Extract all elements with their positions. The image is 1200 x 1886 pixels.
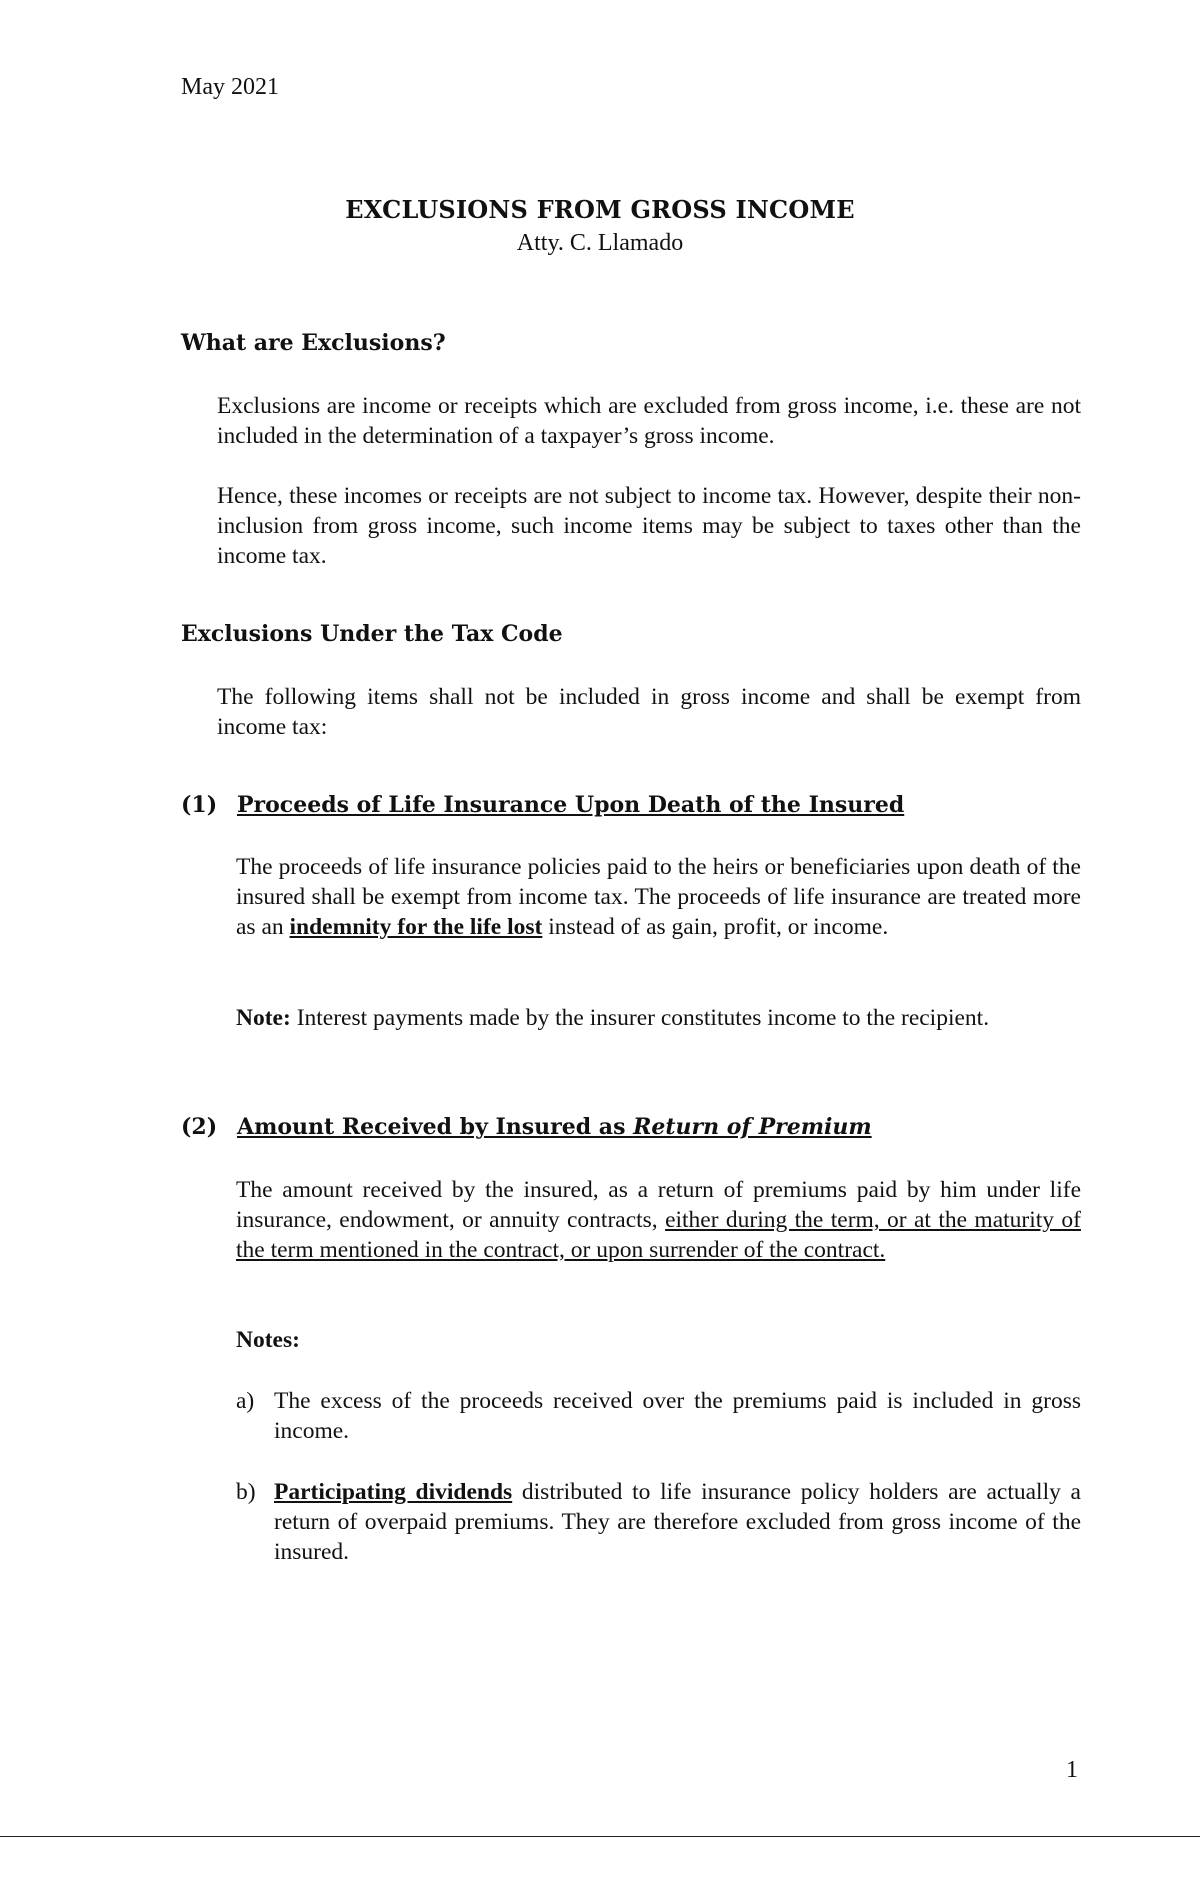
- note-label: Note:: [236, 1005, 291, 1031]
- text-proceeds-after: instead of as gain, profit, or income.: [542, 914, 889, 940]
- heading-what-are-exclusions: What are Exclusions?: [181, 330, 446, 356]
- section-heading-1: [181, 792, 904, 818]
- paragraph-life-insurance-proceeds: [236, 852, 1081, 942]
- paragraph-exclusions-hence: Hence, these incomes or receipts are not subject to income tax. However, despite their non-inclusion from gross income, such income items may be subject to taxes other than the income tax.: [217, 483, 1081, 569]
- heading-exclusions-under-tax-code: Exclusions Under the Tax Code: [181, 621, 563, 647]
- list-item: [236, 1477, 1081, 1567]
- list-text-b: distributed to life insurance policy holders are actually a return of overpaid premiums. They are therefore excluded from gross income of the insured.: [274, 1479, 1081, 1565]
- section-title-1: Proceeds of Life Insurance Upon Death of the Insured: [237, 792, 905, 818]
- notes-label: [236, 1325, 300, 1355]
- text-premium-underlined: either during the term, or at the maturity of the term mentioned in the contract, or upon surrender of the contract.: [236, 1207, 1081, 1263]
- header-date: May 2021: [181, 74, 279, 100]
- text-indemnity-emphasis: indemnity for the life lost: [289, 914, 543, 940]
- list-body-b: [274, 1477, 1081, 1567]
- page-number: 1: [1066, 1757, 1078, 1783]
- section-number-1: (1): [181, 792, 218, 818]
- text-premium-before: The amount received by the insured, as a return of premiums paid by him under life insurance, endowment, or annuity contracts,: [236, 1177, 1081, 1233]
- section-title-2-italic: Return of Premium: [633, 1114, 872, 1140]
- title-block: [0, 195, 1200, 257]
- paragraph-exclusions-definition: Exclusions are income or receipts which are excluded from gross income, i.e. these are not included in the determination of a taxpayer’s gross income.: [217, 393, 1081, 449]
- list-marker-b: b): [236, 1479, 256, 1505]
- document-title: EXCLUSIONS FROM GROSS INCOME: [345, 195, 855, 224]
- list-marker-a: a): [236, 1388, 255, 1414]
- paragraph-following-items: The following items shall not be included in gross income and shall be exempt from income tax:: [217, 684, 1081, 740]
- section-number-2: (2): [181, 1114, 218, 1140]
- participating-dividends-emphasis: Participating dividends: [274, 1479, 513, 1505]
- notes-label-text: Notes:: [236, 1327, 300, 1353]
- list-text-a: The excess of the proceeds received over the premiums paid is included in gross income.: [274, 1388, 1081, 1444]
- page-bottom-divider: [0, 1836, 1200, 1837]
- paragraph-return-of-premium: [236, 1175, 1081, 1265]
- list-item: [236, 1386, 1081, 1446]
- document-author: Atty. C. Llamado: [516, 230, 684, 256]
- note-text: Interest payments made by the insurer constitutes income to the recipient.: [290, 1005, 990, 1031]
- section-title-2: [237, 1114, 872, 1140]
- note-interest-payments: [236, 1003, 1116, 1033]
- section-title-2-plain: Amount Received by Insured as: [237, 1114, 634, 1140]
- section-heading-2: [181, 1114, 872, 1140]
- text-proceeds-before: The proceeds of life insurance policies paid to the heirs or beneficiaries upon death of the insured shall be exempt from income tax. The proceeds of life insurance are treated more as an: [236, 854, 1081, 940]
